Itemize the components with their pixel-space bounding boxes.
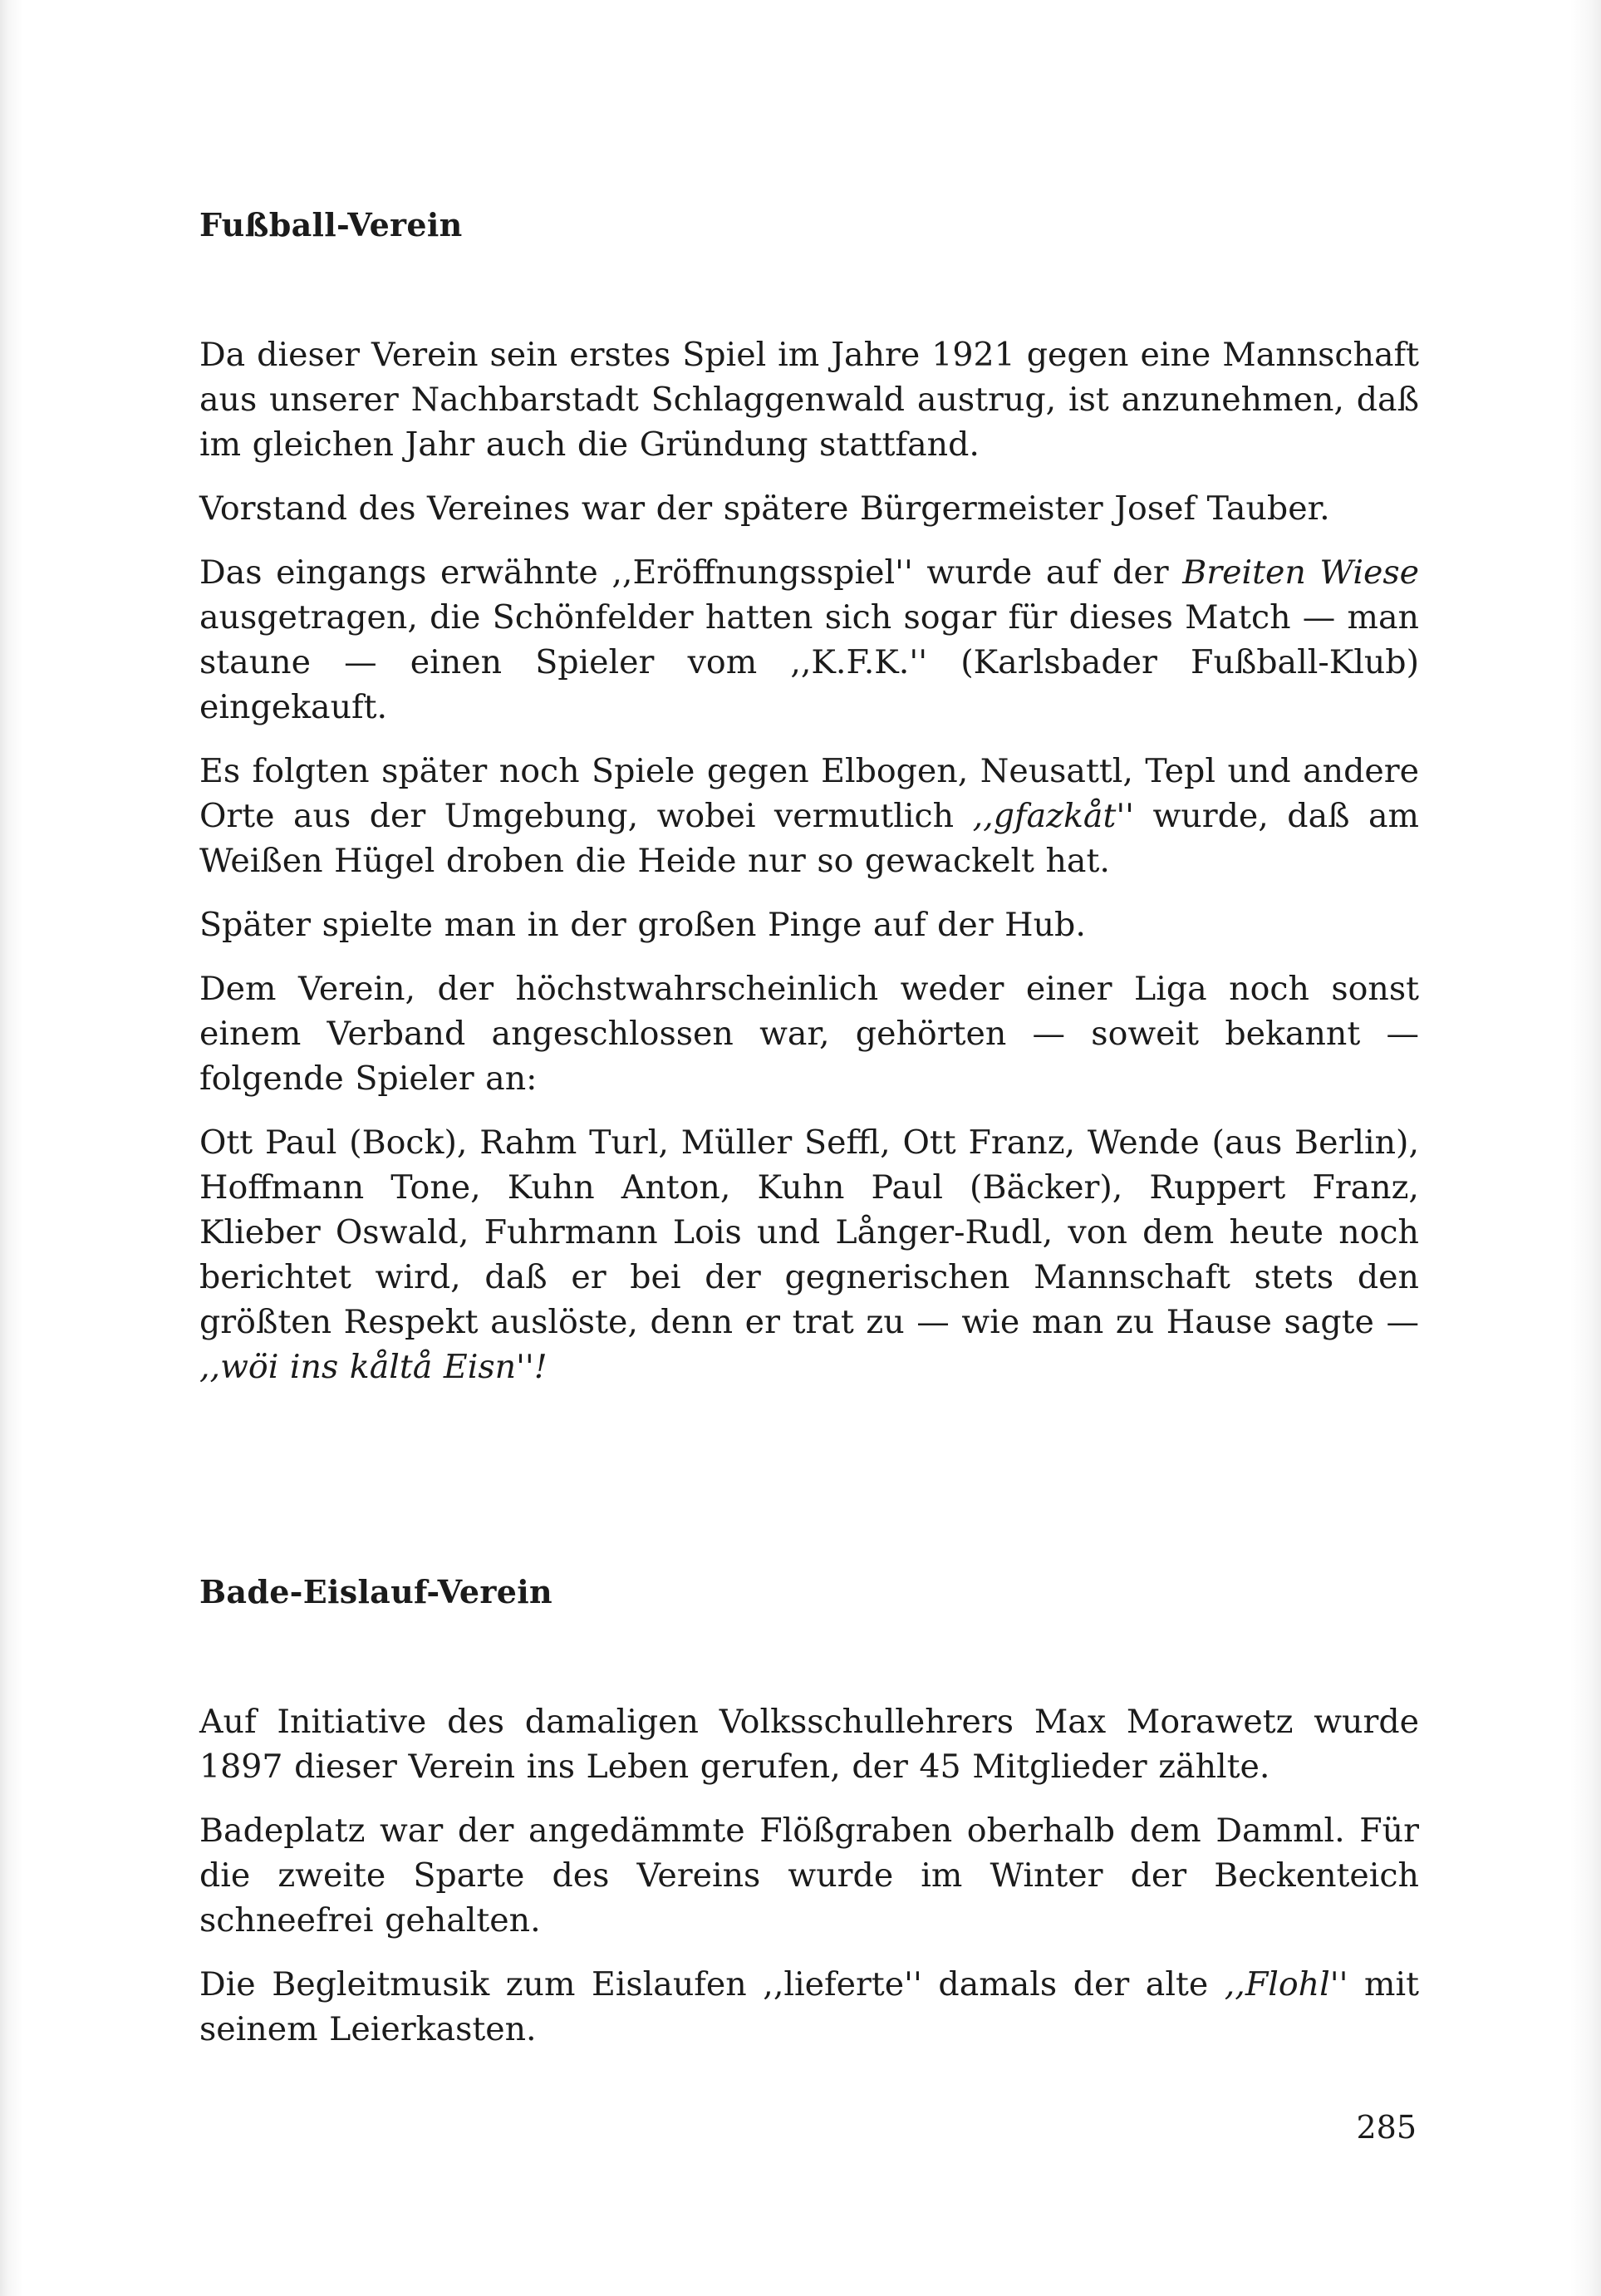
paragraph [199, 1808, 1419, 1943]
text-run: mit seinem Leierkasten. [199, 1965, 1419, 2048]
text-run: Die Begleitmusik zum Eislaufen ,,lieferte'' damals der alte [199, 1965, 1225, 2003]
text-run: Das eingangs erwähnte ,,Eröffnungsspiel'' wurde auf der [199, 553, 1183, 592]
paragraph [199, 1962, 1419, 2052]
paragraph [199, 749, 1419, 883]
section-heading-fussball-verein: Fußball-Verein [199, 206, 463, 243]
paragraph [199, 332, 1419, 467]
text-run: Vorstand des Vereines war der spätere Bürgermeister Josef Tauber. [199, 489, 1330, 528]
text-run: ausgetragen, die Schönfelder hatten sich sogar für dieses Match — man staune — einen Spieler vom ,,K.F.K.'' (Karlsbader Fußball-Klub) eingekauft. [199, 598, 1419, 726]
text-run: Später spielte man in der großen Pinge auf der Hub. [199, 906, 1086, 944]
text-run: Auf Initiative des damaligen Volksschullehrers Max Morawetz wurde 1897 dieser Verein ins Leben gerufen, der 45 Mitglieder zählte. [199, 1703, 1419, 1786]
italic-text-run: ,,Flohl'' [1224, 1965, 1348, 2003]
page-number: 285 [1356, 2109, 1417, 2146]
paragraph [199, 1120, 1419, 1389]
paragraph [199, 1699, 1419, 1789]
paragraph [199, 966, 1419, 1101]
italic-text-run: ,,gfazkåt'' [972, 797, 1135, 835]
paragraph [199, 550, 1419, 730]
section-body-fussball-verein [199, 332, 1419, 1409]
text-run: Es folgten später noch Spiele gegen Elbogen, Neusattl, Tepl und andere Orte aus der Umgebung, wobei vermutlich [199, 752, 1419, 835]
section-heading-bade-eislauf-verein: Bade-Eislauf-Verein [199, 1573, 552, 1610]
text-run: Ott Paul (Bock), Rahm Turl, Müller Seffl, Ott Franz, Wende (aus Berlin), Hoffmann Tone, Kuhn Anton, Kuhn Paul (Bäcker), Ruppert Franz, Klieber Oswald, Fuhrmann Lois und Långer-Rudl, von dem heute noch berichtet wird, daß er bei der gegnerischen Mannschaft stets den größten Respekt auslöste, denn er trat zu — wie man zu Hause sagte — [199, 1123, 1419, 1341]
italic-text-run: ,,wöi ins kåltå Eisn''! [199, 1348, 548, 1386]
text-run: Badeplatz war der angedämmte Flößgraben oberhalb dem Damml. Für die zweite Sparte des Vereins wurde im Winter der Beckenteich schneefrei gehalten. [199, 1812, 1419, 1940]
paragraph [199, 486, 1419, 531]
paragraph [199, 902, 1419, 947]
text-run: wurde, daß am Weißen Hügel droben die Heide nur so gewackelt hat. [199, 797, 1419, 880]
italic-text-run: Breiten Wiese [1182, 553, 1419, 592]
text-run: Da dieser Verein sein erstes Spiel im Jahre 1921 gegen eine Mannschaft aus unserer Nachbarstadt Schlaggenwald austrug, ist anzunehmen, daß im gleichen Jahr auch die Gründung stattfand. [199, 336, 1419, 464]
section-body-bade-eislauf-verein [199, 1699, 1419, 2071]
text-run: Dem Verein, der höchstwahrscheinlich weder einer Liga noch sonst einem Verband angeschlossen war, gehörten — soweit bekannt — folgende Spieler an: [199, 970, 1419, 1098]
